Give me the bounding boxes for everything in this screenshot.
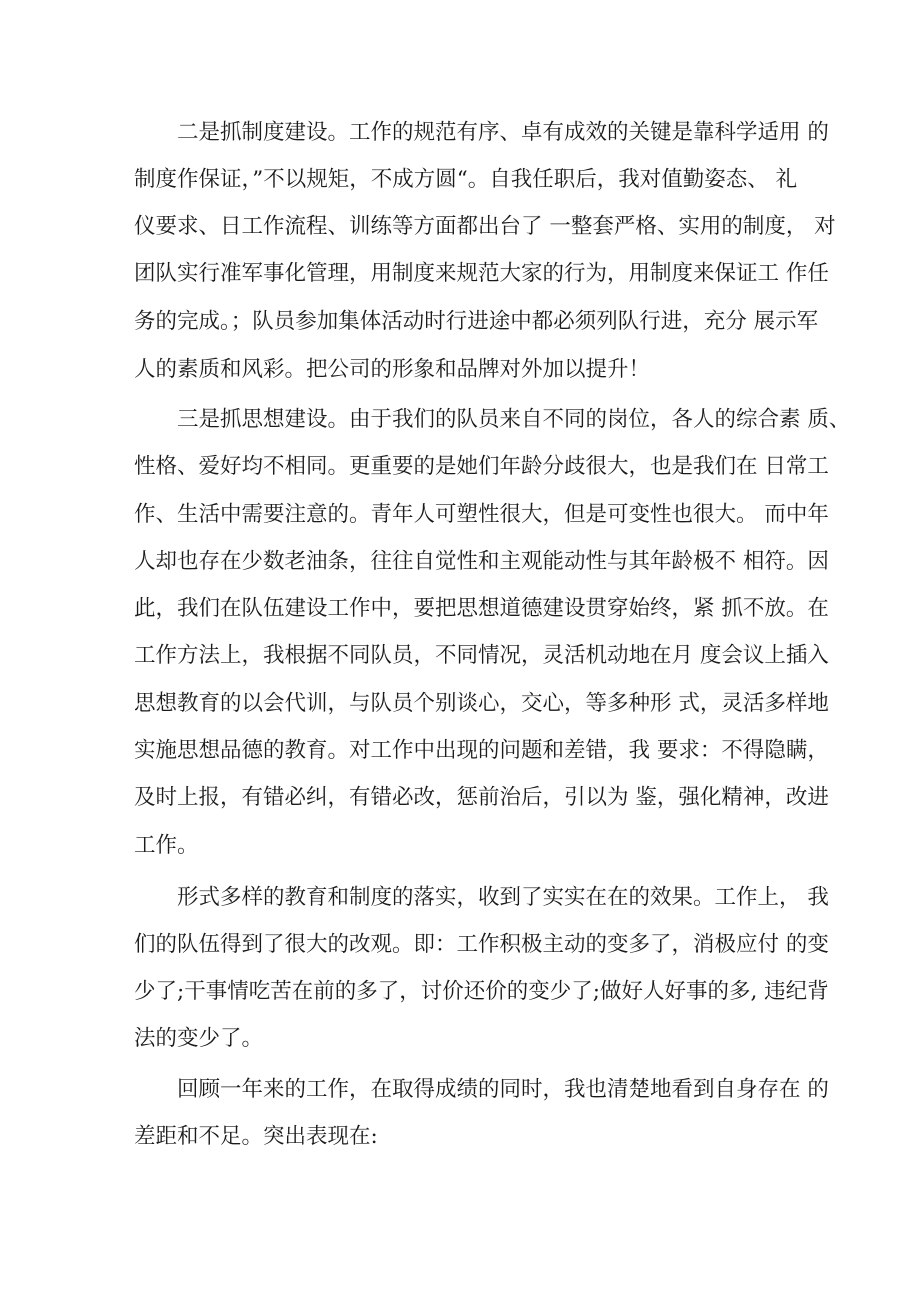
paragraph-line: 仪要求、日工作流程、训练等方面都出台了 一整套严格、实用的制度， 对	[134, 214, 836, 239]
paragraph-line: 差距和不足。突出表现在:	[134, 1124, 378, 1149]
paragraph-line: 工作。	[134, 833, 199, 858]
paragraph-line: 法的变少了。	[134, 1026, 264, 1051]
paragraph-line: 思想教育的以会代训，与队员个别谈心，交心，等多种形 式，灵活多样地	[134, 691, 829, 716]
paragraph-line: 回顾一年来的工作，在取得成绩的同时，我也清楚地看到自身存在 的	[177, 1077, 829, 1102]
paragraph-line: 团队实行准军事化管理，用制度来规范大家的行为，用制度来保证工 作任	[134, 261, 829, 286]
paragraph-line: 形式多样的教育和制度的落实，收到了实实在在的效果。工作上， 我	[177, 885, 829, 910]
paragraph-line: 人的素质和风彩。把公司的形象和品牌对外加以提升！	[134, 357, 651, 382]
paragraph-line: 们的队伍得到了很大的改观。即：工作积极主动的变多了，消极应付 的变	[134, 932, 829, 957]
paragraph-line: 此，我们在队伍建设工作中，要把思想道德建设贯穿始终，紧 抓不放。在	[134, 596, 829, 621]
paragraph-line: 及时上报，有错必纠，有错必改，惩前治后，引以为 鉴，强化精神，改进	[134, 785, 829, 810]
paragraph-line: 少了;干事情吃苦在前的多了，讨价还价的变少了;做好人好事的多, 违纪背	[134, 979, 829, 1004]
paragraph-line: 三是抓思想建设。由于我们的队员来自不同的岗位，各人的综合素 质、	[177, 407, 851, 432]
paragraph-line: 二是抓制度建设。工作的规范有序、卓有成效的关键是靠科学适用 的	[177, 120, 829, 145]
paragraph-line: 制度作保证，”不以规矩，不成方圆“。自我任职后，我对值勤姿态、 礼	[134, 167, 798, 192]
paragraph-line: 作、生活中需要注意的。青年人可塑性很大，但是可变性也很大。 而中年	[134, 502, 829, 527]
paragraph-line: 工作方法上，我根据不同队员，不同情况，灵活机动地在月 度会议上插入	[134, 643, 829, 668]
paragraph-line: 人却也存在少数老油条，往往自觉性和主观能动性与其年龄极不 相符。因	[134, 549, 829, 574]
paragraph-line: 性格、爱好均不相同。更重要的是她们年龄分歧很大，也是我们在 日常工	[134, 454, 829, 479]
paragraph-line: 务的完成。；队员参加集体活动时行进途中都必须列队行进，充分 展示军	[134, 309, 819, 334]
paragraph-line: 实施思想品德的教育。对工作中出现的问题和差错，我 要求：不得隐瞒，	[134, 738, 829, 763]
